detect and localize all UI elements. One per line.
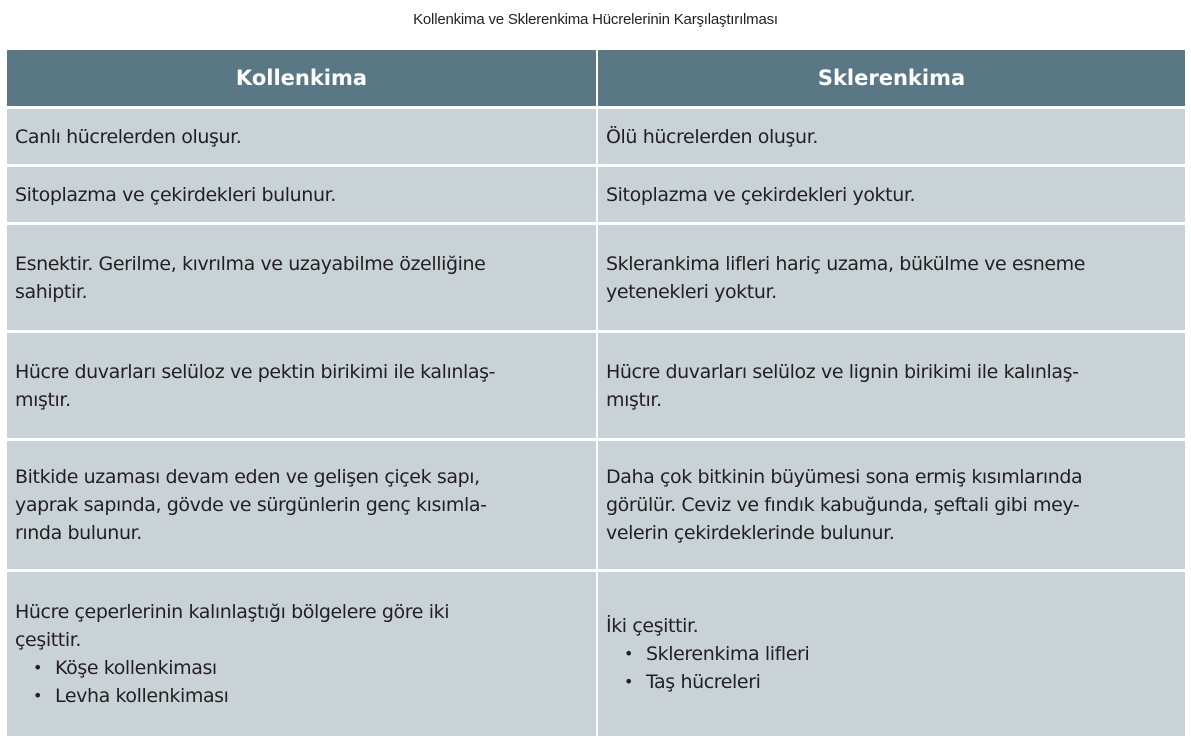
cell-line: sahiptir. xyxy=(15,280,88,303)
cell-sklerenkima xyxy=(597,440,1185,571)
bullet-item: • Levha kollenkiması xyxy=(33,682,584,710)
bullet-list xyxy=(15,654,584,710)
table-row xyxy=(7,571,1185,737)
cell-line: mıştır. xyxy=(15,388,71,411)
cell-line: rında bulunur. xyxy=(15,522,142,544)
cell-line: yaprak sapında, gövde ve sürgünlerin genç kısımla- xyxy=(15,494,487,516)
cell-line: Hücre duvarları selüloz ve lignin birikimi ile kalınlaş- xyxy=(606,360,1079,383)
cell-kollenkima: Sitoplazma ve çekirdekleri bulunur. xyxy=(7,166,597,224)
bullet-item: • Taş hücreleri xyxy=(624,668,1173,696)
cell-line: Sklerankima lifleri hariç uzama, bükülme ve esneme xyxy=(606,252,1086,275)
cell-line: mıştır. xyxy=(606,388,662,411)
cell-line: Daha çok bitkinin büyümesi sona ermiş kısımlarında xyxy=(606,466,1083,488)
header-sklerenkima: Sklerenkima xyxy=(597,50,1185,108)
table-row xyxy=(7,440,1185,571)
cell-line: İki çeşittir. xyxy=(606,615,699,637)
bullet-list xyxy=(606,640,1173,696)
table-caption: Kollenkima ve Sklerenkima Hücrelerinin Karşılaştırılması xyxy=(413,11,778,28)
cell-line: Hücre duvarları selüloz ve pektin birikimi ile kalınlaş- xyxy=(15,360,496,383)
bullet-item: • Köşe kollenkiması xyxy=(33,654,584,682)
cell-line: Hücre çeperlerinin kalınlaştığı bölgelere göre iki xyxy=(15,601,450,623)
table-row xyxy=(7,332,1185,440)
cell-sklerenkima xyxy=(597,571,1185,737)
cell-kollenkima xyxy=(7,224,597,332)
cell-sklerenkima: Sitoplazma ve çekirdekleri yoktur. xyxy=(597,166,1185,224)
cell-kollenkima xyxy=(7,440,597,571)
table-row xyxy=(7,224,1185,332)
comparison-table xyxy=(7,50,1185,736)
table-row xyxy=(7,166,1185,224)
header-row xyxy=(7,50,1185,108)
cell-kollenkima xyxy=(7,332,597,440)
bullet-item: • Sklerenkima lifleri xyxy=(624,640,1173,668)
cell-line: çeşittir. xyxy=(15,629,81,651)
cell-line: Esnektir. Gerilme, kıvrılma ve uzayabilme özelliğine xyxy=(15,252,486,275)
cell-line: Bitkide uzaması devam eden ve gelişen çiçek sapı, xyxy=(15,466,480,488)
cell-kollenkima xyxy=(7,571,597,737)
cell-sklerenkima: Ölü hücrelerden oluşur. xyxy=(597,108,1185,166)
cell-line: yetenekleri yoktur. xyxy=(606,280,777,303)
cell-line: görülür. Ceviz ve fındık kabuğunda, şeftali gibi mey- xyxy=(606,494,1080,516)
cell-line: velerin çekirdeklerinde bulunur. xyxy=(606,522,895,544)
cell-sklerenkima xyxy=(597,332,1185,440)
cell-sklerenkima xyxy=(597,224,1185,332)
cell-kollenkima: Canlı hücrelerden oluşur. xyxy=(7,108,597,166)
header-kollenkima: Kollenkima xyxy=(7,50,597,108)
table-row xyxy=(7,108,1185,166)
